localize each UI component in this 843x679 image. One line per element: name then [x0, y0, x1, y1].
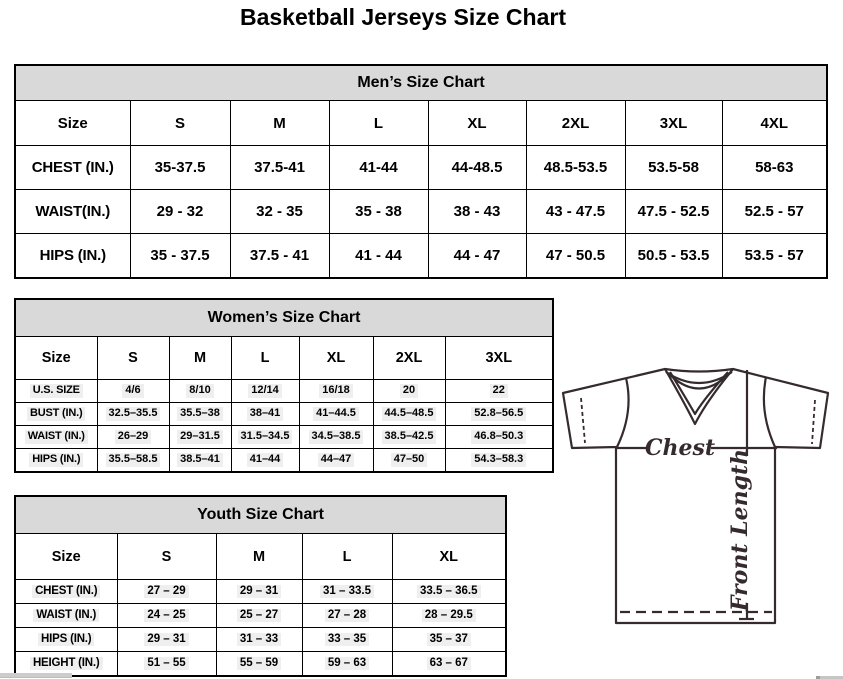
mens-cell: 50.5 - 53.5 — [625, 234, 722, 279]
womens-cell: 32.5–35.5 — [97, 403, 169, 426]
mens-col-header: 3XL — [625, 101, 722, 146]
youth-cell: 33.5 – 36.5 — [392, 580, 506, 604]
womens-cell: 20 — [373, 380, 445, 403]
mens-cell: 35 - 38 — [329, 190, 428, 234]
mens-cell: 47.5 - 52.5 — [625, 190, 722, 234]
womens-waist-row — [15, 426, 553, 449]
womens-cell: 29–31.5 — [169, 426, 231, 449]
youth-row-label: CHEST (IN.) — [15, 580, 117, 604]
youth-cell: 63 – 67 — [392, 652, 506, 677]
youth-cell: 31 – 33.5 — [302, 580, 392, 604]
mens-waist-row — [15, 190, 827, 234]
womens-cell: 38.5–41 — [169, 449, 231, 473]
mens-row-label: HIPS (IN.) — [15, 234, 130, 279]
womens-cell: 44.5–48.5 — [373, 403, 445, 426]
womens-cell: 22 — [445, 380, 553, 403]
mens-col-header: L — [329, 101, 428, 146]
womens-col-header: 3XL — [445, 337, 553, 380]
mens-cell: 44-48.5 — [428, 146, 526, 190]
youth-row-label: HIPS (IN.) — [15, 628, 117, 652]
mens-col-header: M — [230, 101, 329, 146]
womens-cell: 16/18 — [299, 380, 373, 403]
mens-cell: 41 - 44 — [329, 234, 428, 279]
youth-size-table — [14, 495, 507, 677]
mens-cell: 53.5 - 57 — [722, 234, 827, 279]
womens-ussize-row — [15, 380, 553, 403]
youth-row-label: HEIGHT (IN.) — [15, 652, 117, 677]
womens-bust-row — [15, 403, 553, 426]
youth-cell: 27 – 29 — [117, 580, 216, 604]
womens-cell: 44–47 — [299, 449, 373, 473]
youth-col-header: XL — [392, 534, 506, 580]
womens-col-header: L — [231, 337, 299, 380]
mens-cell: 53.5-58 — [625, 146, 722, 190]
womens-cell: 41–44.5 — [299, 403, 373, 426]
mens-cell: 35 - 37.5 — [130, 234, 230, 279]
mens-cell: 37.5-41 — [230, 146, 329, 190]
womens-col-header: M — [169, 337, 231, 380]
youth-row-label: WAIST (IN.) — [15, 604, 117, 628]
mens-cell: 47 - 50.5 — [526, 234, 625, 279]
womens-cell: 41–44 — [231, 449, 299, 473]
youth-chart-title: Youth Size Chart — [15, 496, 506, 534]
page-title: Basketball Jerseys Size Chart — [239, 4, 566, 30]
youth-cell: 27 – 28 — [302, 604, 392, 628]
womens-col-header: Size — [15, 337, 97, 380]
jersey-measurement-diagram — [554, 360, 843, 662]
mens-row-label: WAIST(IN.) — [15, 190, 130, 234]
womens-cell: 54.3–58.3 — [445, 449, 553, 473]
youth-hips-row — [15, 628, 506, 652]
youth-waist-row — [15, 604, 506, 628]
womens-cell: 35.5–38 — [169, 403, 231, 426]
mens-size-table — [14, 64, 828, 279]
womens-cell: 26–29 — [97, 426, 169, 449]
mens-col-header: XL — [428, 101, 526, 146]
womens-cell: 4/6 — [97, 380, 169, 403]
womens-col-header: 2XL — [373, 337, 445, 380]
youth-cell: 29 – 31 — [216, 580, 302, 604]
womens-cell: 31.5–34.5 — [231, 426, 299, 449]
mens-chart-title: Men’s Size Chart — [15, 65, 827, 101]
youth-col-header: M — [216, 534, 302, 580]
womens-size-table — [14, 298, 554, 473]
womens-row-label: WAIST (IN.) — [15, 426, 97, 449]
mens-chest-row — [15, 146, 827, 190]
womens-row-label: HIPS (IN.) — [15, 449, 97, 473]
youth-cell: 24 – 25 — [117, 604, 216, 628]
womens-cell: 52.8–56.5 — [445, 403, 553, 426]
mens-cell: 48.5-53.5 — [526, 146, 625, 190]
youth-cell: 55 – 59 — [216, 652, 302, 677]
youth-cell: 51 – 55 — [117, 652, 216, 677]
youth-chest-row — [15, 580, 506, 604]
mens-cell: 43 - 47.5 — [526, 190, 625, 234]
youth-col-header: Size — [15, 534, 117, 580]
womens-cell: 12/14 — [231, 380, 299, 403]
womens-cell: 38–41 — [231, 403, 299, 426]
mens-cell: 44 - 47 — [428, 234, 526, 279]
womens-cell: 47–50 — [373, 449, 445, 473]
chest-measure-label: Chest — [644, 435, 716, 461]
mens-cell: 38 - 43 — [428, 190, 526, 234]
mens-col-header: 2XL — [526, 101, 625, 146]
mens-col-header: S — [130, 101, 230, 146]
youth-cell: 28 – 29.5 — [392, 604, 506, 628]
youth-cell: 59 – 63 — [302, 652, 392, 677]
womens-cell: 35.5–58.5 — [97, 449, 169, 473]
mens-cell: 29 - 32 — [130, 190, 230, 234]
womens-cell: 34.5–38.5 — [299, 426, 373, 449]
mens-cell: 41-44 — [329, 146, 428, 190]
mens-col-header: Size — [15, 101, 130, 146]
youth-col-header: S — [117, 534, 216, 580]
mens-cell: 52.5 - 57 — [722, 190, 827, 234]
youth-cell: 31 – 33 — [216, 628, 302, 652]
mens-cell: 37.5 - 41 — [230, 234, 329, 279]
youth-cell: 33 – 35 — [302, 628, 392, 652]
womens-cell: 8/10 — [169, 380, 231, 403]
womens-cell: 46.8–50.3 — [445, 426, 553, 449]
youth-cell: 25 – 27 — [216, 604, 302, 628]
womens-col-header: S — [97, 337, 169, 380]
womens-cell: 38.5–42.5 — [373, 426, 445, 449]
mens-cell: 58-63 — [722, 146, 827, 190]
horizontal-scrollbar-thumb[interactable] — [0, 673, 72, 678]
mens-hips-row — [15, 234, 827, 279]
youth-cell: 29 – 31 — [117, 628, 216, 652]
mens-cell: 32 - 35 — [230, 190, 329, 234]
jersey-diagram-icon — [554, 360, 843, 662]
youth-col-header: L — [302, 534, 392, 580]
youth-cell: 35 – 37 — [392, 628, 506, 652]
mens-cell: 35-37.5 — [130, 146, 230, 190]
womens-hips-row — [15, 449, 553, 473]
youth-height-row — [15, 652, 506, 677]
mens-row-label: CHEST (IN.) — [15, 146, 130, 190]
front-length-measure-label: Front Length — [727, 448, 753, 612]
womens-col-header: XL — [299, 337, 373, 380]
womens-row-label: U.S. SIZE — [15, 380, 97, 403]
womens-chart-title: Women’s Size Chart — [15, 299, 553, 337]
womens-row-label: BUST (IN.) — [15, 403, 97, 426]
mens-col-header: 4XL — [722, 101, 827, 146]
